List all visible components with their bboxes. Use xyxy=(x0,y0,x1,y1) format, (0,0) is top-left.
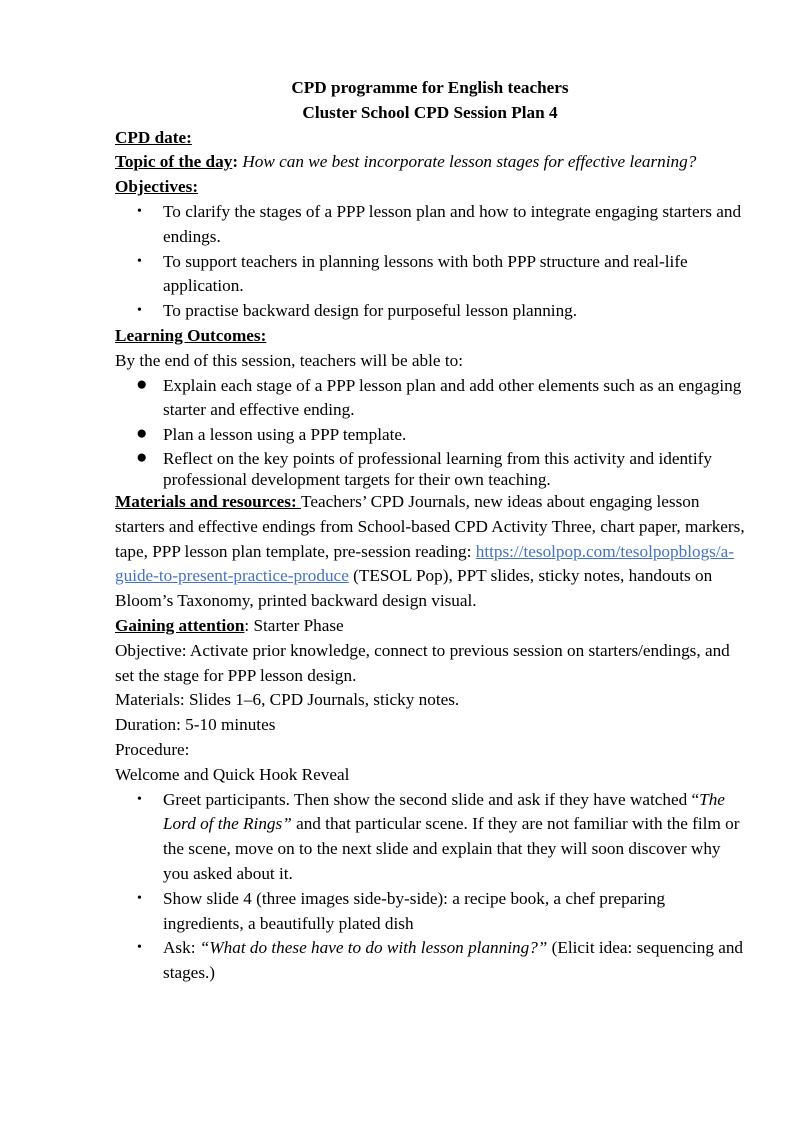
list-item xyxy=(115,887,745,937)
gaining-attention-label: Gaining attention xyxy=(115,615,245,635)
topic-label: Topic of the day xyxy=(115,152,233,172)
outcome-text: Reflect on the key points of professional learning from this activity and identify professional development targets for their own teaching. xyxy=(163,448,712,489)
tesolpop-link[interactable]: https://tesolpop.com/tesolpopblogs/a-guide-to-present-practice-produce xyxy=(115,541,734,586)
objective-text: To practise backward design for purposeful lesson planning. xyxy=(163,301,578,321)
procedure-text: Show slide 4 (three images side-by-side): a recipe book, a chef preparing ingredients, a beautifully plated dish xyxy=(163,888,666,933)
gaining-attention-duration: Duration: 5-10 minutes xyxy=(115,715,276,735)
list-item xyxy=(115,299,745,324)
procedure-text: Ask: xyxy=(163,938,200,958)
procedure-list xyxy=(115,788,745,986)
procedure-text: Greet participants. Then show the second slide and ask if they have watched “ xyxy=(163,789,700,809)
bullet-icon: ● xyxy=(136,423,148,445)
learning-outcomes-list xyxy=(115,374,745,490)
procedure-text-after: and that particular scene. If they are not familiar with the film or the scene, move on to the next slide and explain that they will soon discover why you asked about it. xyxy=(163,814,740,883)
list-item xyxy=(115,448,745,490)
bullet-icon: ● xyxy=(136,373,148,395)
procedure-text-after: (Elicit idea: sequencing and stages.) xyxy=(163,938,744,983)
list-item xyxy=(115,423,745,448)
materials-label: Materials and resources: xyxy=(115,491,302,511)
objectives-label: Objectives: xyxy=(115,177,199,197)
procedure-label: Procedure: xyxy=(115,739,190,759)
learning-outcomes-intro: By the end of this session, teachers will be able to: xyxy=(115,350,463,370)
list-item xyxy=(115,250,745,300)
materials-paragraph xyxy=(115,490,745,614)
cpd-date-label: CPD date: xyxy=(115,127,192,147)
bullet-icon: ● xyxy=(136,446,148,468)
materials-text-after: (TESOL Pop), PPT slides, sticky notes, handouts on Bloom’s Taxonomy, printed backward design visual. xyxy=(115,566,713,611)
document-title: CPD programme for English teachers xyxy=(291,78,569,97)
topic-paragraph xyxy=(115,150,745,175)
procedure-subheading: Welcome and Quick Hook Reveal xyxy=(115,764,350,784)
procedure-italic: “What do these have to do with lesson planning?” xyxy=(199,938,548,958)
learning-outcomes-heading xyxy=(115,324,745,349)
materials-text: Teachers’ CPD Journals, new ideas about engaging lesson starters and effective endings from School-based CPD Activity Three, chart paper, markers, tape, PPP lesson plan template, pre-session reading: xyxy=(115,491,745,561)
outcome-text: Plan a lesson using a PPP template. xyxy=(163,425,407,445)
bullet-icon: • xyxy=(137,940,142,956)
list-item xyxy=(115,200,745,250)
learning-outcomes-label: Learning Outcomes: xyxy=(115,325,267,345)
procedure-italic: The Lord of the Rings” xyxy=(163,789,725,834)
document-page xyxy=(115,76,745,986)
topic-colon: : xyxy=(232,152,239,172)
objectives-list xyxy=(115,200,745,324)
bullet-icon: • xyxy=(137,791,142,807)
topic-text: How can we best incorporate lesson stages for effective learning? xyxy=(242,152,697,172)
bullet-icon: • xyxy=(137,303,142,319)
list-item xyxy=(115,788,745,887)
gaining-attention-suffix: : Starter Phase xyxy=(244,615,344,635)
objective-text: To clarify the stages of a PPP lesson plan and how to integrate engaging starters and endings. xyxy=(163,201,742,246)
list-item xyxy=(115,936,745,986)
document-subtitle: Cluster School CPD Session Plan 4 xyxy=(302,102,558,122)
list-item xyxy=(115,374,745,424)
objective-text: To support teachers in planning lessons with both PPP structure and real-life application. xyxy=(163,251,688,296)
outcome-text: Explain each stage of a PPP lesson plan and add other elements such as an engaging starter and effective ending. xyxy=(163,375,742,420)
cpd-date xyxy=(115,126,745,151)
gaining-attention-materials: Materials: Slides 1–6, CPD Journals, sticky notes. xyxy=(115,690,460,710)
bullet-icon: • xyxy=(137,890,142,906)
gaining-attention-heading xyxy=(115,614,745,639)
objectives-heading xyxy=(115,175,745,200)
bullet-icon: • xyxy=(137,203,142,219)
gaining-attention-objective: Objective: Activate prior knowledge, connect to previous session on starters/endings, and set the stage for PPP lesson design. xyxy=(115,640,730,685)
bullet-icon: • xyxy=(137,253,142,269)
